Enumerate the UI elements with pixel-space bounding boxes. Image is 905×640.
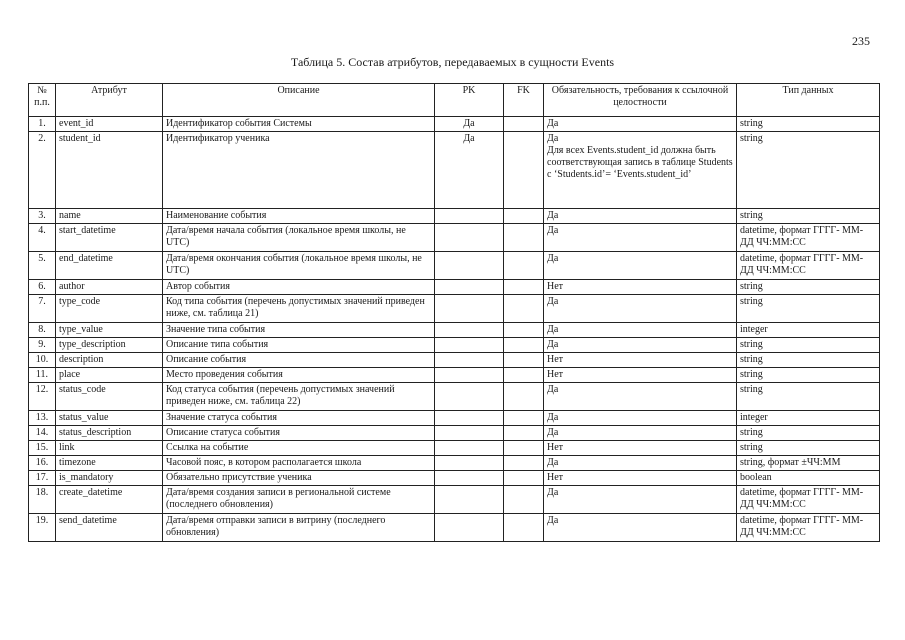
cell-num: 11. [29, 368, 56, 383]
cell-mandatory: Да Для всех Events.student_id должна быть соответствующая запись в таблице Students с ‘Students.id’= ‘Events.student_id’ [544, 132, 737, 209]
cell-num: 16. [29, 456, 56, 471]
cell-type: string [737, 117, 880, 132]
cell-num: 9. [29, 338, 56, 353]
cell-attribute: is_mandatory [56, 471, 163, 486]
cell-fk [504, 224, 544, 252]
cell-description: Дата/время создания записи в региональной системе (последнего обновления) [163, 486, 435, 514]
cell-num: 15. [29, 441, 56, 456]
header-num: № п.п. [29, 84, 56, 117]
table-row [29, 353, 880, 368]
cell-mandatory: Да [544, 252, 737, 280]
table-row [29, 209, 880, 224]
cell-attribute: create_datetime [56, 486, 163, 514]
cell-fk [504, 486, 544, 514]
cell-pk [435, 441, 504, 456]
cell-mandatory: Да [544, 295, 737, 323]
table-row [29, 323, 880, 338]
header-type: Тип данных [737, 84, 880, 117]
cell-attribute: send_datetime [56, 514, 163, 542]
cell-fk [504, 441, 544, 456]
table-row [29, 338, 880, 353]
cell-fk [504, 471, 544, 486]
cell-pk [435, 486, 504, 514]
header-mandatory: Обязательность, требования к ссылочной целостности [544, 84, 737, 117]
cell-pk [435, 514, 504, 542]
cell-attribute: type_description [56, 338, 163, 353]
cell-num: 14. [29, 426, 56, 441]
cell-fk [504, 280, 544, 295]
cell-type: string [737, 441, 880, 456]
cell-type: string [737, 426, 880, 441]
cell-num: 19. [29, 514, 56, 542]
cell-type: string [737, 383, 880, 411]
header-attribute: Атрибут [56, 84, 163, 117]
table-row [29, 132, 880, 209]
cell-description: Часовой пояс, в котором располагается школа [163, 456, 435, 471]
cell-pk [435, 252, 504, 280]
cell-pk [435, 383, 504, 411]
cell-description: Значение типа события [163, 323, 435, 338]
cell-fk [504, 426, 544, 441]
cell-type: integer [737, 323, 880, 338]
cell-pk: Да [435, 132, 504, 209]
cell-fk [504, 456, 544, 471]
table-body [29, 117, 880, 542]
cell-description: Обязательно присутствие ученика [163, 471, 435, 486]
cell-pk [435, 471, 504, 486]
cell-type: string, формат ±ЧЧ:ММ [737, 456, 880, 471]
cell-attribute: description [56, 353, 163, 368]
table-row [29, 383, 880, 411]
table-row [29, 514, 880, 542]
cell-description: Значение статуса события [163, 411, 435, 426]
cell-fk [504, 252, 544, 280]
cell-type: string [737, 353, 880, 368]
table-caption: Таблица 5. Состав атрибутов, передаваемых в сущности Events [290, 55, 615, 69]
cell-mandatory: Да [544, 117, 737, 132]
cell-mandatory: Да [544, 411, 737, 426]
cell-attribute: student_id [56, 132, 163, 209]
cell-fk [504, 411, 544, 426]
cell-pk [435, 224, 504, 252]
cell-num: 6. [29, 280, 56, 295]
cell-num: 17. [29, 471, 56, 486]
cell-pk [435, 280, 504, 295]
cell-type: datetime, формат ГГГГ- ММ-ДД ЧЧ:ММ:СС [737, 486, 880, 514]
cell-description: Наименование события [163, 209, 435, 224]
cell-type: string [737, 132, 880, 209]
header-description: Описание [163, 84, 435, 117]
cell-mandatory: Да [544, 209, 737, 224]
cell-type: string [737, 209, 880, 224]
cell-mandatory: Да [544, 486, 737, 514]
cell-mandatory: Да [544, 426, 737, 441]
header-fk: FK [504, 84, 544, 117]
cell-pk [435, 209, 504, 224]
cell-attribute: author [56, 280, 163, 295]
cell-type: datetime, формат ГГГГ- ММ-ДД ЧЧ:ММ:СС [737, 224, 880, 252]
cell-mandatory: Нет [544, 280, 737, 295]
cell-type: boolean [737, 471, 880, 486]
cell-pk [435, 353, 504, 368]
cell-type: string [737, 338, 880, 353]
cell-mandatory: Нет [544, 441, 737, 456]
cell-fk [504, 368, 544, 383]
table-row [29, 224, 880, 252]
cell-num: 10. [29, 353, 56, 368]
cell-attribute: status_value [56, 411, 163, 426]
cell-description: Место проведения события [163, 368, 435, 383]
cell-num: 13. [29, 411, 56, 426]
cell-description: Идентификатор события Системы [163, 117, 435, 132]
cell-attribute: name [56, 209, 163, 224]
table-row [29, 426, 880, 441]
cell-attribute: end_datetime [56, 252, 163, 280]
cell-fk [504, 383, 544, 411]
cell-mandatory: Да [544, 383, 737, 411]
table-row [29, 368, 880, 383]
table-row [29, 441, 880, 456]
cell-num: 3. [29, 209, 56, 224]
cell-fk [504, 132, 544, 209]
table-row [29, 252, 880, 280]
cell-attribute: timezone [56, 456, 163, 471]
cell-attribute: link [56, 441, 163, 456]
cell-num: 12. [29, 383, 56, 411]
cell-num: 4. [29, 224, 56, 252]
cell-pk [435, 323, 504, 338]
cell-attribute: status_description [56, 426, 163, 441]
table-row [29, 117, 880, 132]
cell-fk [504, 117, 544, 132]
cell-attribute: status_code [56, 383, 163, 411]
table-row [29, 411, 880, 426]
cell-pk [435, 368, 504, 383]
cell-num: 8. [29, 323, 56, 338]
cell-fk [504, 295, 544, 323]
cell-type: datetime, формат ГГГГ- ММ-ДД ЧЧ:ММ:СС [737, 514, 880, 542]
cell-num: 7. [29, 295, 56, 323]
cell-num: 2. [29, 132, 56, 209]
cell-pk: Да [435, 117, 504, 132]
cell-pk [435, 456, 504, 471]
cell-fk [504, 353, 544, 368]
cell-description: Описание типа события [163, 338, 435, 353]
cell-type: string [737, 280, 880, 295]
cell-num: 5. [29, 252, 56, 280]
cell-description: Дата/время отправки записи в витрину (последнего обновления) [163, 514, 435, 542]
attributes-table [28, 83, 880, 542]
cell-description: Дата/время начала события (локальное время школы, не UTC) [163, 224, 435, 252]
cell-mandatory: Да [544, 514, 737, 542]
cell-mandatory: Да [544, 323, 737, 338]
cell-description: Ссылка на событие [163, 441, 435, 456]
cell-attribute: place [56, 368, 163, 383]
table-row [29, 456, 880, 471]
table-row [29, 471, 880, 486]
cell-description: Идентификатор ученика [163, 132, 435, 209]
cell-fk [504, 338, 544, 353]
page-number: 235 [852, 34, 870, 48]
cell-pk [435, 426, 504, 441]
cell-mandatory: Нет [544, 471, 737, 486]
cell-fk [504, 323, 544, 338]
cell-description: Автор события [163, 280, 435, 295]
cell-description: Код типа события (перечень допустимых значений приведен ниже, см. таблица 21) [163, 295, 435, 323]
table-row [29, 280, 880, 295]
cell-mandatory: Нет [544, 353, 737, 368]
cell-pk [435, 295, 504, 323]
cell-description: Описание события [163, 353, 435, 368]
table-header-row [29, 84, 880, 117]
cell-description: Описание статуса события [163, 426, 435, 441]
cell-type: string [737, 295, 880, 323]
cell-description: Дата/время окончания события (локальное время школы, не UTC) [163, 252, 435, 280]
cell-fk [504, 514, 544, 542]
cell-description: Код статуса события (перечень допустимых значений приведен ниже, см. таблица 22) [163, 383, 435, 411]
cell-mandatory: Да [544, 338, 737, 353]
cell-num: 18. [29, 486, 56, 514]
header-pk: PK [435, 84, 504, 117]
cell-fk [504, 209, 544, 224]
cell-pk [435, 411, 504, 426]
cell-pk [435, 338, 504, 353]
cell-mandatory: Да [544, 456, 737, 471]
cell-num: 1. [29, 117, 56, 132]
table-row [29, 486, 880, 514]
table-row [29, 295, 880, 323]
cell-attribute: type_value [56, 323, 163, 338]
cell-type: integer [737, 411, 880, 426]
cell-mandatory: Да [544, 224, 737, 252]
cell-attribute: start_datetime [56, 224, 163, 252]
cell-type: string [737, 368, 880, 383]
cell-attribute: event_id [56, 117, 163, 132]
cell-mandatory: Нет [544, 368, 737, 383]
cell-type: datetime, формат ГГГГ- ММ-ДД ЧЧ:ММ:СС [737, 252, 880, 280]
cell-attribute: type_code [56, 295, 163, 323]
